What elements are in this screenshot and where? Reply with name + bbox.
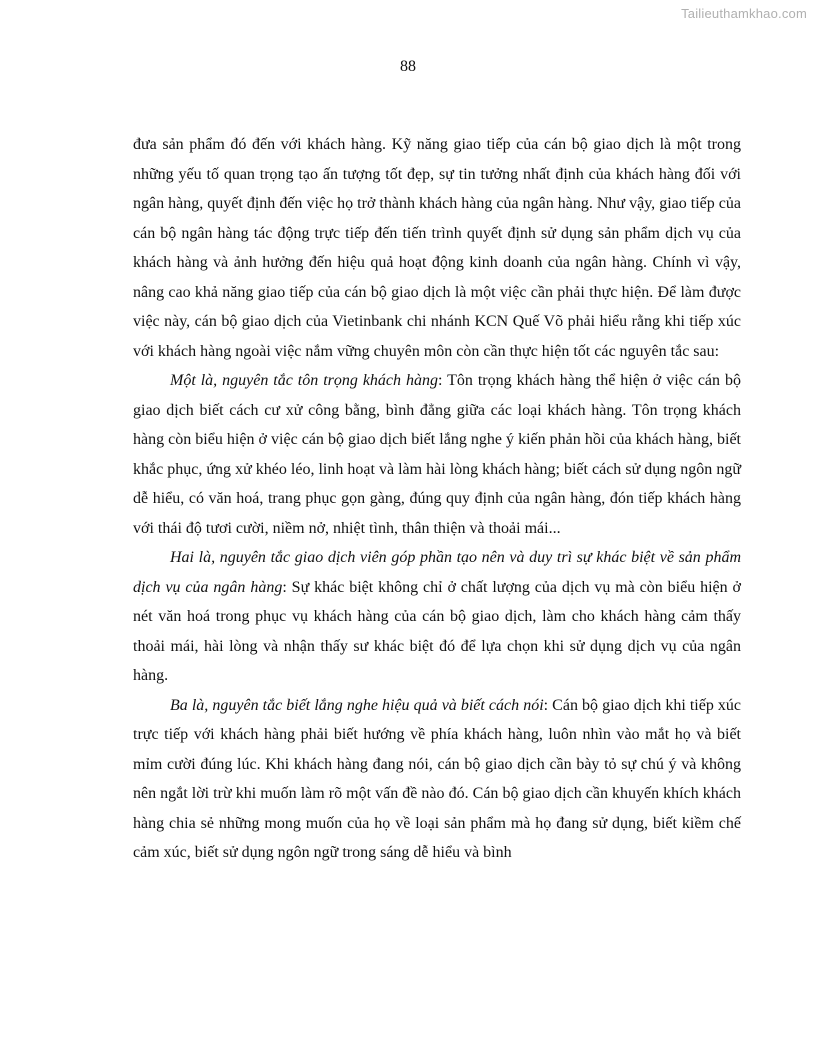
page-number: 88 <box>400 58 416 75</box>
paragraph-continuation <box>133 130 741 366</box>
principle-heading: Một là, nguyên tắc tôn trọng khách hàng <box>170 372 438 389</box>
paragraph-text: : Tôn trọng khách hàng thể hiện ở việc cán bộ giao dịch biết cách cư xử công bằng, bình đẳng giữa các loại khách hàng. Tôn trọng khách hàng còn biểu hiện ở việc cán bộ giao dịch biết lắng nghe ý kiến phản hồi của khách hàng, biết khắc phục, ứng xử khéo léo, linh hoạt và làm hài lòng khách hàng; biết cách sử dụng ngôn ngữ dễ hiểu, có văn hoá, trang phục gọn gàng, đúng quy định của ngân hàng, đón tiếp khách hàng với thái độ tươi cười, niềm nở, nhiệt tình, thân thiện và thoải mái... <box>133 372 741 537</box>
principle-heading: Hai là, nguyên tắc giao dịch viên góp phần tạo nên và duy trì sự khác biệt về sản phẩm dịch vụ của ngân hàng <box>133 549 741 596</box>
paragraph-text: đưa sản phẩm đó đến với khách hàng. Kỹ năng giao tiếp của cán bộ giao dịch là một trong những yếu tố quan trọng tạo ấn tượng tốt đẹp, sự tin tưởng nhất định của khách hàng đối với ngân hàng, quyết định đến việc họ trở thành khách hàng của ngân hàng. Như vậy, giao tiếp của cán bộ ngân hàng tác động trực tiếp đến tiến trình quyết định sử dụng sản phẩm dịch vụ của khách hàng và ảnh hưởng đến hiệu quả hoạt động kinh doanh của ngân hàng. Chính vì vậy, nâng cao khả năng giao tiếp của cán bộ giao dịch là một việc cần phải thực hiện. Để làm được việc này, cán bộ giao dịch của Vietinbank chi nhánh KCN Quế Võ phải hiểu rằng khi tiếp xúc với khách hàng ngoài việc nắm vững chuyên môn còn cần thực hiện tốt các nguyên tắc sau: <box>133 136 741 360</box>
paragraph-principle-2 <box>133 543 741 691</box>
paragraph-text: : Cán bộ giao dịch khi tiếp xúc trực tiếp với khách hàng phải biết hướng về phía khách hàng, luôn nhìn vào mắt họ và biết mỉm cười đúng lúc. Khi khách hàng đang nói, cán bộ giao dịch cần bày tỏ sự chú ý và không nên ngắt lời trừ khi muốn làm rõ một vấn đề nào đó. Cán bộ giao dịch cần khuyến khích khách hàng chia sẻ những mong muốn của họ về loại sản phẩm mà họ đang sử dụng, biết kiềm chế cảm xúc, biết sử dụng ngôn ngữ trong sáng dễ hiểu và bình <box>133 696 742 861</box>
paragraph-principle-3 <box>133 691 741 868</box>
principle-heading: Ba là, nguyên tắc biết lắng nghe hiệu quả và biết cách nói <box>170 696 544 714</box>
watermark: Tailieuthamkhao.com <box>681 6 807 21</box>
document-body <box>133 130 741 868</box>
paragraph-text: : Sự khác biệt không chỉ ở chất lượng của dịch vụ mà còn biểu hiện ở nét văn hoá trong phục vụ khách hàng của cán bộ giao dịch, làm cho khách hàng cảm thấy thoải mái, hài lòng và nhận thấy sư khác biệt đó để lựa chọn khi sử dụng dịch vụ của ngân hàng. <box>133 578 742 684</box>
paragraph-principle-1 <box>133 366 741 543</box>
